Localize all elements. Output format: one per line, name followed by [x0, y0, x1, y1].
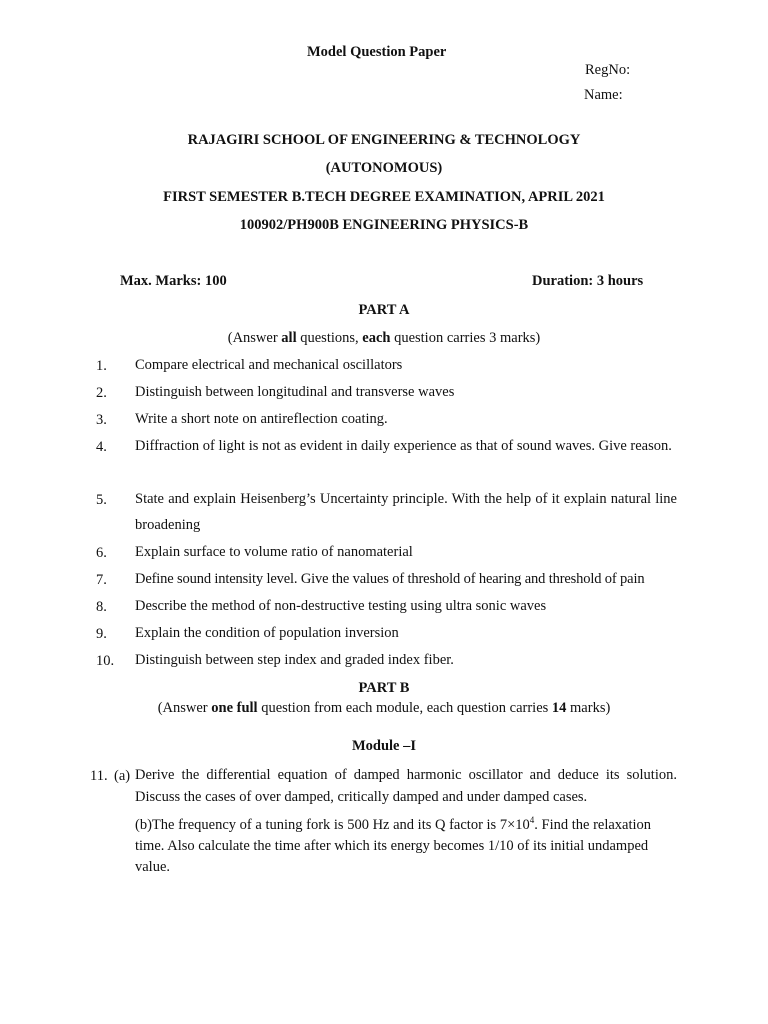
exam-title: FIRST SEMESTER B.TECH DEGREE EXAMINATION, APRIL 2021	[163, 189, 605, 205]
instruction-bold: all	[281, 330, 297, 346]
instruction-text: question from each module, each question carries	[257, 700, 552, 716]
subquestion-label-b: (b)	[135, 817, 152, 833]
instruction-bold: each	[362, 330, 391, 346]
part-a-instruction	[0, 330, 768, 347]
question-text: Define sound intensity level. Give the values of threshold of hearing and threshold of pain	[135, 571, 645, 587]
max-marks: Max. Marks: 100	[120, 273, 227, 289]
question-number: 2.	[96, 385, 107, 401]
question-number: 10.	[96, 653, 115, 669]
instruction-text: question carries 3 marks)	[390, 330, 541, 346]
question-number: 3.	[96, 412, 107, 428]
instruction-bold: one full	[211, 700, 258, 716]
autonomous-label: (AUTONOMOUS)	[325, 160, 443, 176]
regno-label: RegNo:	[585, 62, 631, 78]
question-text: State and explain Heisenberg’s Uncertainty principle. With the help of it explain natural line broadening	[135, 491, 677, 533]
question-number: 7.	[96, 572, 107, 588]
subquestion-text-b: The frequency of a tuning fork is 500 Hz and its Q factor is 7×10	[151, 817, 530, 833]
part-b-instruction	[0, 700, 768, 717]
question-text: Distinguish between longitudinal and transverse waves	[135, 384, 455, 400]
question-text: Describe the method of non-destructive testing using ultra sonic waves	[135, 598, 547, 614]
name-label: Name:	[584, 87, 623, 103]
question-text: Explain surface to volume ratio of nanomaterial	[135, 544, 413, 560]
subquestion-text-b-cont: . Find the relaxation time. Also calculate the time after which its energy becomes 1/10 of its initial undamped value.	[135, 817, 652, 875]
instruction-text: questions,	[296, 330, 363, 346]
subquestion-b	[114, 815, 683, 878]
instruction-text: (Answer	[157, 700, 212, 716]
duration: Duration: 3 hours	[532, 273, 644, 289]
question-number: 6.	[96, 545, 107, 561]
question-text: Write a short note on antireflection coating.	[135, 411, 388, 427]
course-title: 100902/PH900B ENGINEERING PHYSICS-B	[239, 217, 529, 233]
question-number: 4.	[96, 439, 107, 455]
instruction-text: (Answer	[227, 330, 282, 346]
question-number: 8.	[96, 599, 107, 615]
question-number: 9.	[96, 626, 107, 642]
question-number: 11.	[90, 768, 108, 784]
subquestion-text-a: Derive the differential equation of damped harmonic oscillator and deduce its solution. Discuss the cases of over damped, critically damped and under damped cases.	[135, 767, 677, 805]
question-text: Compare electrical and mechanical oscillators	[135, 357, 403, 373]
part-a-title: PART A	[358, 302, 410, 318]
instruction-text: marks)	[566, 700, 611, 716]
part-b-title: PART B	[358, 680, 410, 696]
paper-title: Model Question Paper	[307, 44, 447, 60]
institution-name: RAJAGIRI SCHOOL OF ENGINEERING & TECHNOLOGY	[187, 132, 581, 148]
question-number: 5.	[96, 492, 107, 508]
instruction-bold: 14	[551, 700, 567, 716]
question-number: 1.	[96, 358, 107, 374]
module-title: Module –I	[351, 738, 417, 754]
question-text: Distinguish between step index and graded index fiber.	[135, 652, 454, 668]
subquestion-label-a: (a)	[114, 768, 131, 784]
exponent: 4	[529, 815, 535, 826]
question-text: Diffraction of light is not as evident in daily experience as that of sound waves. Give reason.	[135, 438, 672, 454]
question-text: Explain the condition of population inversion	[135, 625, 399, 641]
